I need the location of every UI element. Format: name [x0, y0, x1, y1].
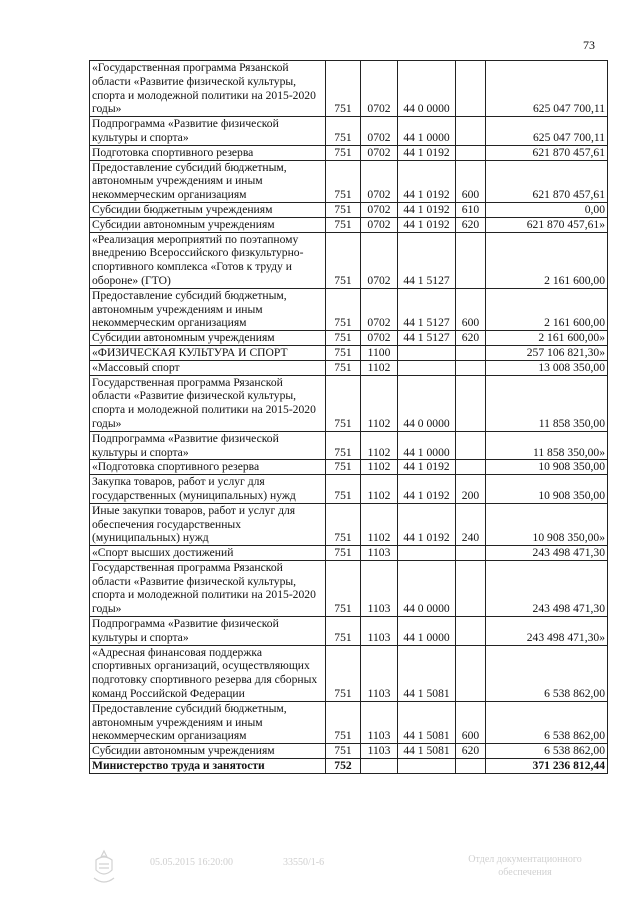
- cell-ministry: 751: [326, 475, 361, 504]
- cell-target: 44 1 5081: [398, 645, 456, 701]
- cell-name: Иные закупки товаров, работ и услуг для обеспечения государственных (муниципальных) нужд: [90, 503, 326, 545]
- table-row: [90, 475, 608, 504]
- cell-amount: 2 161 600,00: [486, 288, 608, 330]
- cell-expense-type: 600: [456, 701, 486, 743]
- cell-target: 44 1 0192: [398, 475, 456, 504]
- cell-expense-type: 620: [456, 331, 486, 346]
- cell-amount: 6 538 862,00: [486, 645, 608, 701]
- cell-expense-type: [456, 145, 486, 160]
- cell-amount: 257 106 821,30»: [486, 345, 608, 360]
- cell-amount: 10 908 350,00: [486, 460, 608, 475]
- table-row: [90, 61, 608, 117]
- cell-section: 1102: [361, 375, 398, 431]
- cell-expense-type: 600: [456, 160, 486, 202]
- table-row: [90, 202, 608, 217]
- cell-target: 44 1 5127: [398, 331, 456, 346]
- table-row: [90, 375, 608, 431]
- cell-target: 44 1 0000: [398, 617, 456, 646]
- cell-ministry: 751: [326, 217, 361, 232]
- cell-section: 0702: [361, 202, 398, 217]
- cell-amount: 243 498 471,30: [486, 560, 608, 616]
- cell-ministry: 751: [326, 61, 361, 117]
- cell-name: Министерство труда и занятости: [90, 759, 326, 774]
- cell-name: Субсидии автономным учреждениям: [90, 744, 326, 759]
- table-row: [90, 345, 608, 360]
- table-row: [90, 431, 608, 460]
- cell-expense-type: [456, 117, 486, 146]
- cell-section: 1103: [361, 701, 398, 743]
- cell-section: 1102: [361, 431, 398, 460]
- cell-section: 0702: [361, 145, 398, 160]
- footer-doc-code: 33550/1-6: [283, 857, 325, 868]
- cell-target: [398, 360, 456, 375]
- cell-ministry: 751: [326, 232, 361, 288]
- cell-name: Субсидии автономным учреждениям: [90, 331, 326, 346]
- cell-section: 0702: [361, 61, 398, 117]
- cell-section: [361, 759, 398, 774]
- department-stamp: [450, 853, 600, 879]
- cell-section: 0702: [361, 160, 398, 202]
- table-row: [90, 460, 608, 475]
- cell-expense-type: [456, 431, 486, 460]
- cell-ministry: 751: [326, 546, 361, 561]
- cell-name: Закупка товаров, работ и услуг для государственных (муниципальных) нужд: [90, 475, 326, 504]
- cell-name: «Государственная программа Рязанской области «Развитие физической культуры, спорта и молодежной политики на 2015-2020 годы»: [90, 61, 326, 117]
- cell-amount: 621 870 457,61: [486, 160, 608, 202]
- cell-expense-type: 610: [456, 202, 486, 217]
- cell-name: Государственная программа Рязанской области «Развитие физической культуры, спорта и молодежной политики на 2015-2020 годы»: [90, 375, 326, 431]
- cell-target: 44 1 5081: [398, 701, 456, 743]
- cell-name: «Массовый спорт: [90, 360, 326, 375]
- cell-section: 1102: [361, 475, 398, 504]
- cell-section: 0702: [361, 331, 398, 346]
- cell-ministry: 751: [326, 117, 361, 146]
- cell-ministry: 751: [326, 202, 361, 217]
- cell-section: 1103: [361, 744, 398, 759]
- cell-ministry: 751: [326, 617, 361, 646]
- cell-name: Предоставление субсидий бюджетным, автономным учреждениям и иным некоммерческим организациям: [90, 288, 326, 330]
- cell-name: Подпрограмма «Развитие физической культуры и спорта»: [90, 617, 326, 646]
- table-row: [90, 232, 608, 288]
- cell-amount: 371 236 812,44: [486, 759, 608, 774]
- cell-name: Подпрограмма «Развитие физической культуры и спорта»: [90, 431, 326, 460]
- cell-amount: 625 047 700,11: [486, 61, 608, 117]
- cell-amount: 2 161 600,00»: [486, 331, 608, 346]
- cell-section: 1102: [361, 360, 398, 375]
- cell-ministry: 751: [326, 360, 361, 375]
- table-row: [90, 160, 608, 202]
- cell-name: Субсидии автономным учреждениям: [90, 217, 326, 232]
- cell-section: 1103: [361, 617, 398, 646]
- page-number: 73: [583, 38, 595, 52]
- cell-expense-type: 620: [456, 744, 486, 759]
- cell-expense-type: [456, 360, 486, 375]
- table-row: [90, 560, 608, 616]
- stamp-line-1: Отдел документационного: [468, 854, 582, 865]
- cell-target: 44 1 0192: [398, 503, 456, 545]
- cell-amount: 13 008 350,00: [486, 360, 608, 375]
- cell-amount: 6 538 862,00: [486, 701, 608, 743]
- cell-target: [398, 759, 456, 774]
- cell-expense-type: 200: [456, 475, 486, 504]
- table-row: [90, 546, 608, 561]
- cell-target: [398, 345, 456, 360]
- cell-name: «Спорт высших достижений: [90, 546, 326, 561]
- cell-section: 0702: [361, 117, 398, 146]
- cell-ministry: 751: [326, 503, 361, 545]
- cell-section: 0702: [361, 288, 398, 330]
- table-row: [90, 217, 608, 232]
- cell-name: Субсидии бюджетным учреждениям: [90, 202, 326, 217]
- cell-expense-type: [456, 375, 486, 431]
- cell-expense-type: [456, 546, 486, 561]
- cell-section: 1102: [361, 503, 398, 545]
- cell-expense-type: [456, 617, 486, 646]
- cell-target: 44 1 0000: [398, 431, 456, 460]
- cell-target: 44 1 5127: [398, 288, 456, 330]
- table-row: [90, 145, 608, 160]
- cell-section: 1103: [361, 560, 398, 616]
- cell-amount: 11 858 350,00: [486, 375, 608, 431]
- cell-ministry: 751: [326, 645, 361, 701]
- cell-amount: 243 498 471,30: [486, 546, 608, 561]
- cell-name: Подготовка спортивного резерва: [90, 145, 326, 160]
- cell-section: 1103: [361, 546, 398, 561]
- table-row: [90, 117, 608, 146]
- cell-name: Предоставление субсидий бюджетным, автономным учреждениям и иным некоммерческим организациям: [90, 701, 326, 743]
- cell-expense-type: [456, 61, 486, 117]
- cell-amount: 11 858 350,00»: [486, 431, 608, 460]
- cell-ministry: 752: [326, 759, 361, 774]
- cell-name: «Подготовка спортивного резерва: [90, 460, 326, 475]
- cell-expense-type: [456, 460, 486, 475]
- cell-amount: 2 161 600,00: [486, 232, 608, 288]
- cell-amount: 621 870 457,61: [486, 145, 608, 160]
- cell-section: 0702: [361, 217, 398, 232]
- cell-amount: 6 538 862,00: [486, 744, 608, 759]
- cell-amount: 10 908 350,00: [486, 475, 608, 504]
- emblem-icon: [88, 848, 120, 888]
- cell-expense-type: [456, 560, 486, 616]
- cell-section: 1100: [361, 345, 398, 360]
- table-row: [90, 701, 608, 743]
- cell-expense-type: 620: [456, 217, 486, 232]
- cell-target: 44 1 0192: [398, 145, 456, 160]
- cell-name: «Адресная финансовая поддержка спортивных организаций, осуществляющих подготовку спортивного резерва для сборных команд Российской Федерации: [90, 645, 326, 701]
- table-row: [90, 645, 608, 701]
- cell-section: 0702: [361, 232, 398, 288]
- cell-ministry: 751: [326, 160, 361, 202]
- table-row: [90, 503, 608, 545]
- cell-ministry: 751: [326, 331, 361, 346]
- table-row: [90, 744, 608, 759]
- cell-target: 44 1 0192: [398, 202, 456, 217]
- table-row: [90, 331, 608, 346]
- cell-target: 44 0 0000: [398, 375, 456, 431]
- cell-ministry: 751: [326, 460, 361, 475]
- cell-ministry: 751: [326, 431, 361, 460]
- cell-ministry: 751: [326, 375, 361, 431]
- budget-table-body: [90, 61, 608, 774]
- table-row: [90, 617, 608, 646]
- cell-target: 44 1 5127: [398, 232, 456, 288]
- cell-target: 44 0 0000: [398, 61, 456, 117]
- cell-name: Государственная программа Рязанской области «Развитие физической культуры, спорта и молодежной политики на 2015-2020 годы»: [90, 560, 326, 616]
- cell-amount: 10 908 350,00»: [486, 503, 608, 545]
- cell-ministry: 751: [326, 345, 361, 360]
- cell-name: «ФИЗИЧЕСКАЯ КУЛЬТУРА И СПОРТ: [90, 345, 326, 360]
- cell-amount: 625 047 700,11: [486, 117, 608, 146]
- table-row: [90, 759, 608, 774]
- cell-target: 44 1 0192: [398, 160, 456, 202]
- cell-ministry: 751: [326, 744, 361, 759]
- cell-expense-type: 600: [456, 288, 486, 330]
- cell-amount: 243 498 471,30»: [486, 617, 608, 646]
- budget-table: [89, 60, 608, 774]
- cell-ministry: 751: [326, 701, 361, 743]
- cell-ministry: 751: [326, 288, 361, 330]
- cell-ministry: 751: [326, 560, 361, 616]
- table-row: [90, 288, 608, 330]
- cell-name: «Реализация мероприятий по поэтапному внедрению Всероссийского физкультурно-спортивного комплекса «Готов к труду и обороне» (ГТО): [90, 232, 326, 288]
- cell-expense-type: [456, 645, 486, 701]
- cell-expense-type: 240: [456, 503, 486, 545]
- cell-expense-type: [456, 759, 486, 774]
- cell-section: 1103: [361, 645, 398, 701]
- cell-expense-type: [456, 345, 486, 360]
- cell-target: 44 1 0192: [398, 460, 456, 475]
- cell-expense-type: [456, 232, 486, 288]
- cell-target: [398, 546, 456, 561]
- cell-amount: 621 870 457,61»: [486, 217, 608, 232]
- cell-target: 44 0 0000: [398, 560, 456, 616]
- cell-name: Подпрограмма «Развитие физической культуры и спорта»: [90, 117, 326, 146]
- cell-target: 44 1 0000: [398, 117, 456, 146]
- cell-target: 44 1 5081: [398, 744, 456, 759]
- cell-amount: 0,00: [486, 202, 608, 217]
- table-row: [90, 360, 608, 375]
- stamp-line-2: обеспечения: [498, 867, 552, 878]
- cell-section: 1102: [361, 460, 398, 475]
- cell-target: 44 1 0192: [398, 217, 456, 232]
- cell-ministry: 751: [326, 145, 361, 160]
- footer-datetime: 05.05.2015 16:20:00: [150, 857, 234, 868]
- cell-name: Предоставление субсидий бюджетным, автономным учреждениям и иным некоммерческим организациям: [90, 160, 326, 202]
